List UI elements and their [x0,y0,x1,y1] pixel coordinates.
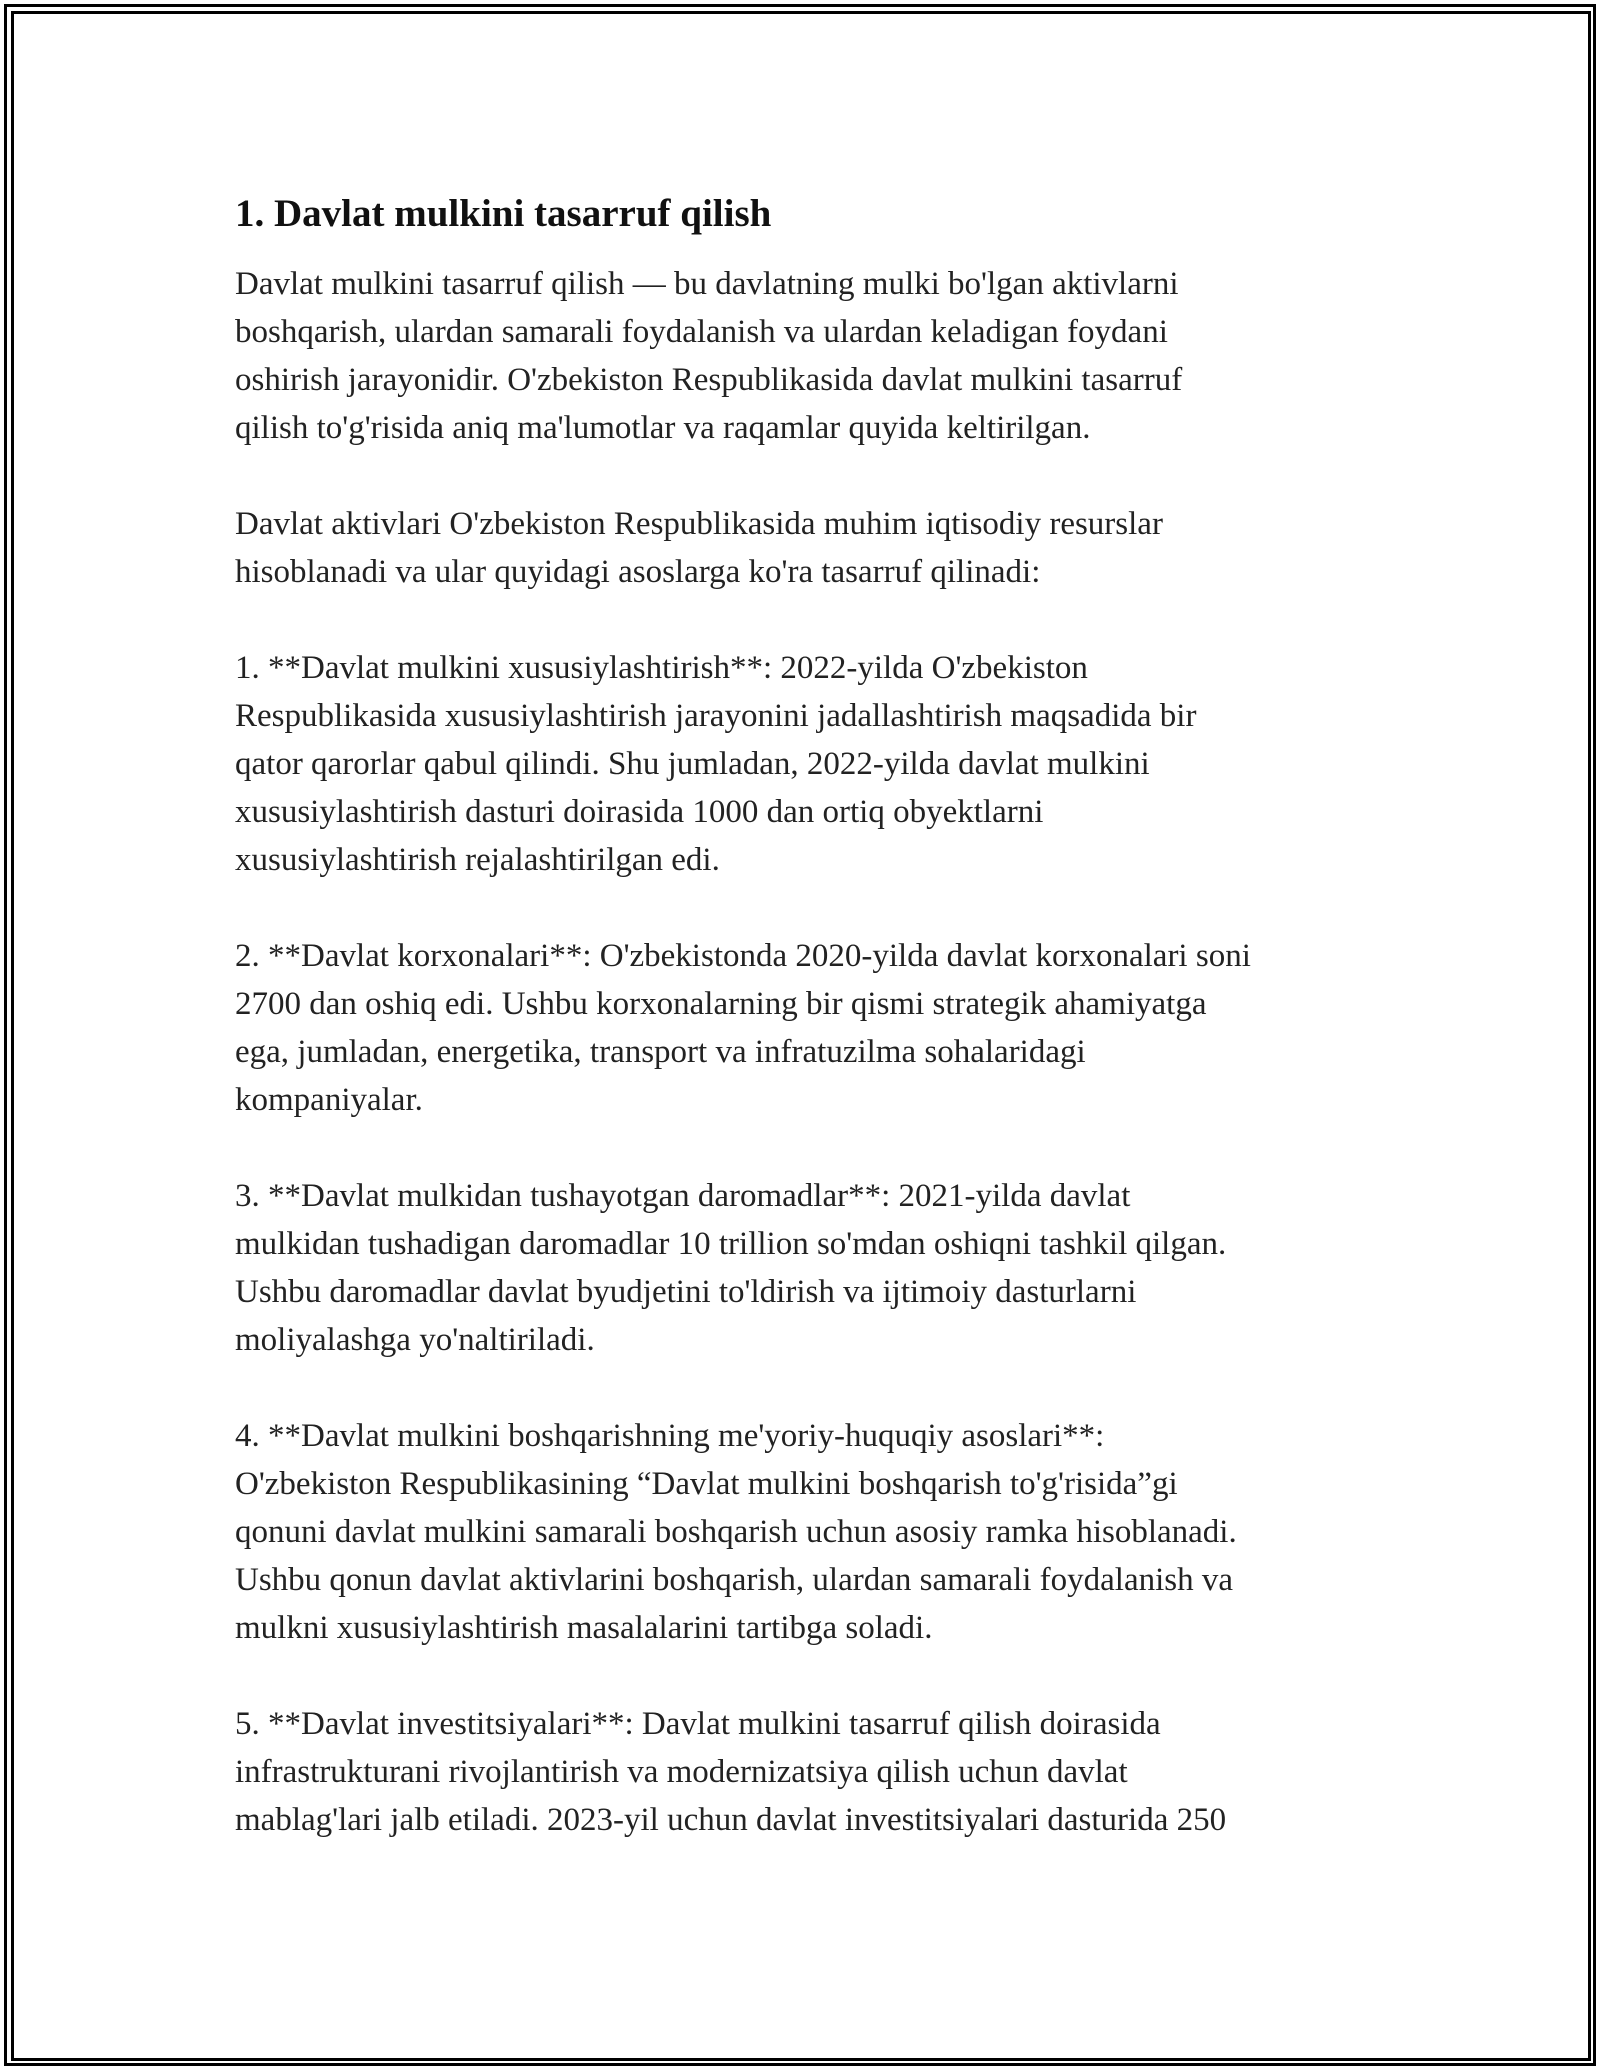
document-body [235,182,1375,1844]
list-item-revenues: 3. **Davlat mulkidan tushayotgan daromadlar**: 2021-yilda davlat mulkidan tushadigan daromadlar 10 trillion so'mdan oshiqni tashkil qilgan. Ushbu daromadlar davlat byudjetini to'ldirish va ijtimoiy dasturlarni moliyalashga yo'naltiriladi. [235,1178,1227,1358]
section-heading: 1. Davlat mulkini tasarruf qilish [235,192,772,235]
intro-paragraph: Davlat mulkini tasarruf qilish — bu davlatning mulki bo'lgan aktivlarni boshqarish, ulardan samarali foydalanish va ulardan keladigan foydani oshirish jarayonidir. O'zbekiston Respublikasida davlat mulkini tasarruf qilish to'g'risida aniq ma'lumotlar va raqamlar quyida keltirilgan. [235,266,1183,446]
list-item-legal-basis: 4. **Davlat mulkini boshqarishning me'yoriy-huquqiy asoslari**: O'zbekiston Respublikasining “Davlat mulkini boshqarish to'g'risida”gi qonuni davlat mulkini samarali boshqarish uchun asosiy ramka hisoblanadi. Ushbu qonun davlat aktivlarini boshqarish, ulardan samarali foydalanish va mulkni xususiylashtirish masalalarini tartibga soladi. [235,1418,1237,1646]
list-item-privatization: 1. **Davlat mulkini xususiylashtirish**: 2022-yilda O'zbekiston Respublikasida xususiylashtirish jarayonini jadallashtirish maqsadida bir qator qarorlar qabul qilindi. Shu jumladan, 2022-yilda davlat mulkini xususiylashtirish dasturi doirasida 1000 dan ortiq obyektlarni xususiylashtirish rejalashtirilgan edi. [235,650,1197,878]
list-item-investments: 5. **Davlat investitsiyalari**: Davlat mulkini tasarruf qilish doirasida infrastrukturani rivojlantirish va modernizatsiya qilish uchun davlat mablag'lari jalb etiladi. 2023-yil uchun davlat investitsiyalari dasturida 250 [235,1706,1227,1838]
list-item-state-enterprises: 2. **Davlat korxonalari**: O'zbekistonda 2020-yilda davlat korxonalari soni 2700 dan oshiq edi. Ushbu korxonalarning bir qismi strategik ahamiyatga ega, jumladan, energetika, transport va infratuzilma sohalaridagi kompaniyalar. [235,938,1251,1118]
assets-paragraph: Davlat aktivlari O'zbekiston Respublikasida muhim iqtisodiy resurslar hisoblanadi va ular quyidagi asoslarga ko'ra tasarruf qilinadi: [235,506,1163,590]
